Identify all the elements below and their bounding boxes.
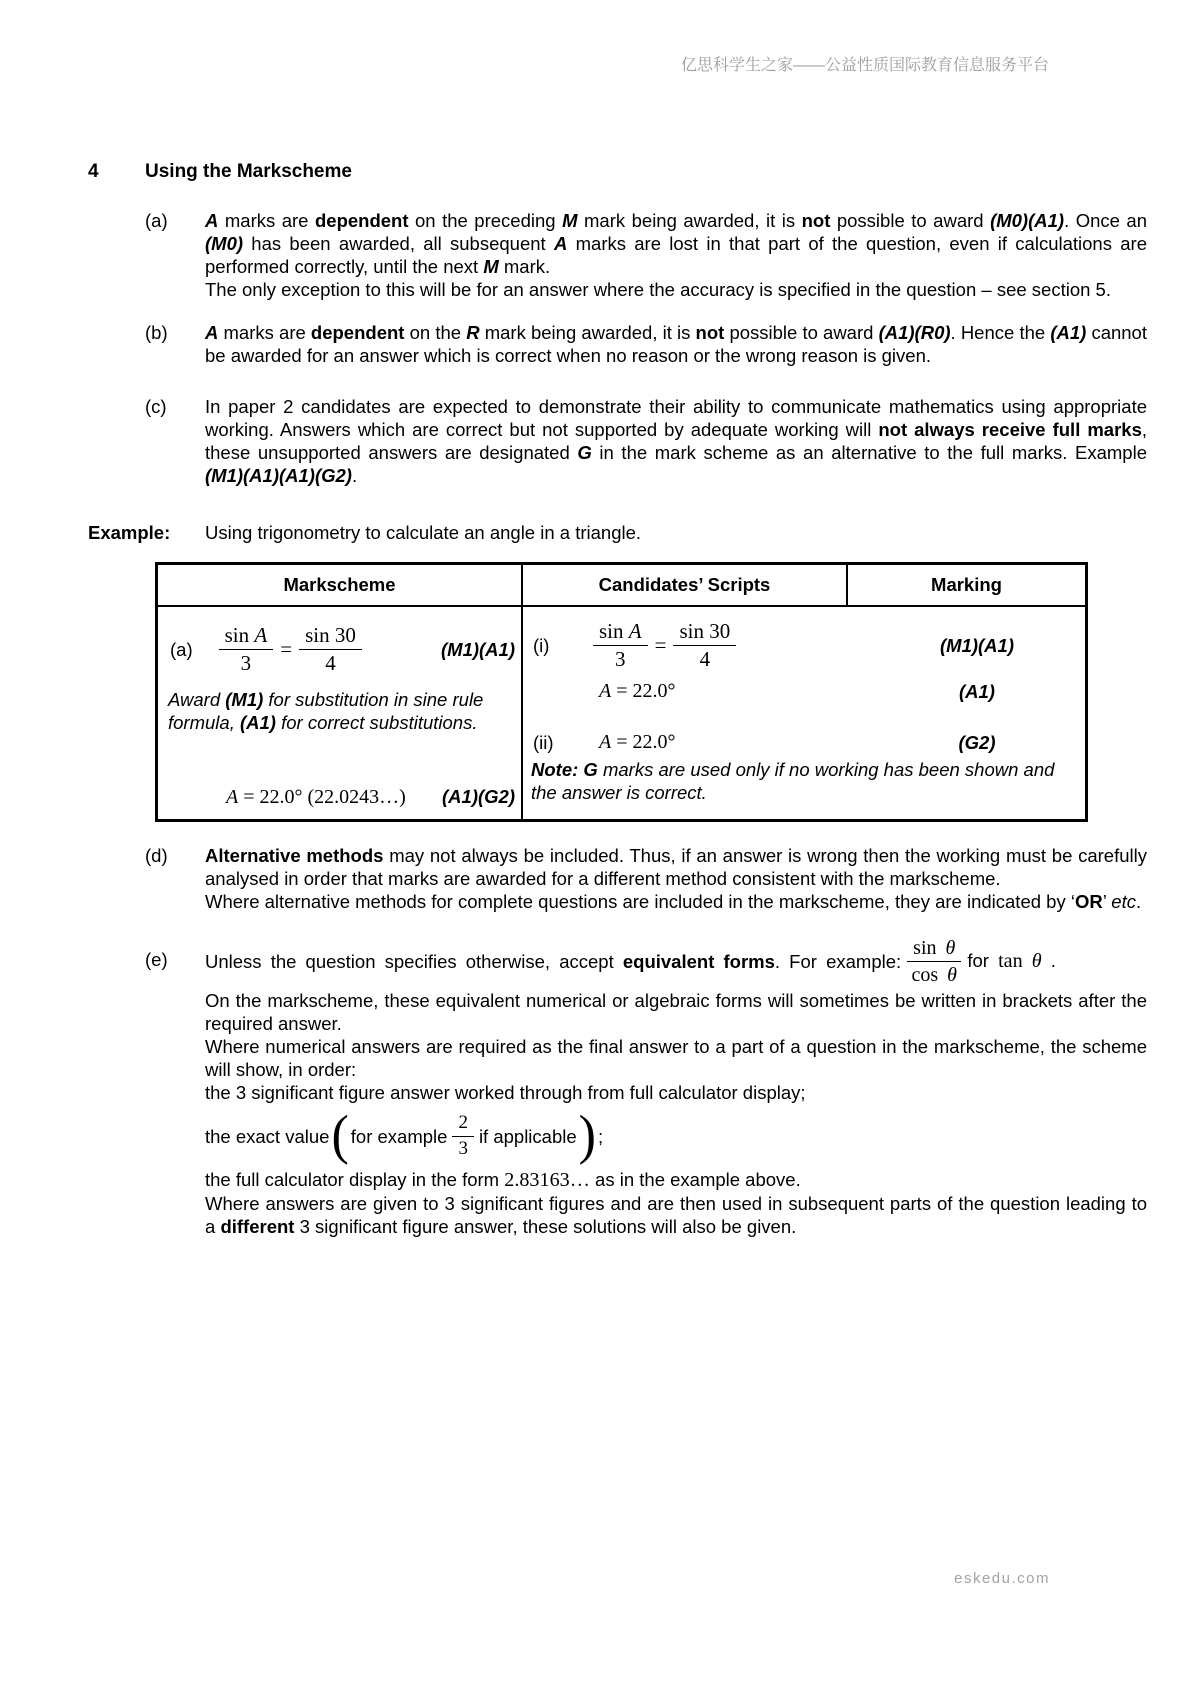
paragraph-e-3: Where numerical answers are required as the final answer to a part of a question in the markscheme, the scheme will show, in order: bbox=[205, 1036, 1147, 1080]
exact-value-post-text: ; bbox=[597, 1125, 604, 1147]
markscheme-part-label: (a) bbox=[170, 639, 193, 661]
exact-value-inner-text-2: if applicable bbox=[478, 1125, 577, 1147]
page-content bbox=[0, 160, 1191, 1238]
item-e-body bbox=[205, 933, 1147, 1238]
script-row-2 bbox=[531, 680, 1077, 703]
fraction-two-thirds: $\frac{2}{3}$ bbox=[452, 1112, 474, 1161]
item-d-label: (d) bbox=[145, 845, 168, 866]
footer-watermark: eskedu.com bbox=[954, 1570, 1050, 1587]
table-cell-markscheme bbox=[158, 607, 523, 819]
fraction-sin30-4: $\frac{\sin 30}{4}$ bbox=[299, 623, 362, 676]
item-e bbox=[145, 933, 1147, 1238]
item-b bbox=[145, 321, 1147, 367]
paragraph-d-2: Where alternative methods for complete questions are included in the markscheme, they are indicated by ‘OR’ etc. bbox=[205, 891, 1142, 912]
section-title: Using the Markscheme bbox=[145, 161, 352, 182]
header-watermark: 亿思科学生之家——公益性质国际教育信息服务平台 bbox=[680, 57, 1049, 74]
item-c bbox=[145, 395, 1147, 487]
markscheme-award-note: Award (M1) for substitution in sine rule formula, (A1) for correct substitutions. bbox=[168, 689, 484, 734]
script-row-3-value: A = 22.0° bbox=[599, 731, 676, 754]
fraction-sinA-3: $\frac{\text{sin A}}{3}$ bbox=[593, 619, 648, 672]
script-row-1 bbox=[531, 619, 1077, 672]
e-intro-text: Unless the question specifies otherwise, accept equivalent forms. For example: bbox=[205, 950, 902, 972]
close-parenthesis: ) bbox=[578, 1105, 596, 1166]
section-heading bbox=[88, 160, 1147, 183]
script-row-2-value: A = 22.0° bbox=[599, 680, 676, 703]
paragraph-b-1: A marks are dependent on the R mark being awarded, it is not possible to award (A1)(R0). Hence the (A1) cannot be awarded for an answer which is correct when no reason or the wrong reason is given. bbox=[205, 322, 1147, 366]
markscheme-table bbox=[155, 562, 1088, 822]
markscheme-answer-value: A = 22.0° (22.0243…) bbox=[226, 786, 406, 808]
e-after-fraction-text: for tan θ . bbox=[967, 950, 1056, 972]
equals-sign: = bbox=[654, 633, 667, 658]
paragraph-c-1: In paper 2 candidates are expected to demonstrate their ability to communicate mathematics using appropriate working. Answers which are correct but not supported by adequate working will not always receive full marks, these unsupported answers are designated G in the mark scheme as an alternative to the full marks. Example (M1)(A1)(A1)(G2). bbox=[205, 396, 1148, 486]
fraction-sin-theta-cos-theta: $\frac{\text{sin θ}}{\text{cos θ}}$ bbox=[907, 936, 961, 987]
item-b-body bbox=[205, 321, 1147, 367]
script-row-3-label: (ii) bbox=[533, 732, 554, 754]
sine-rule-equation bbox=[219, 623, 362, 676]
fraction-sin30-4: $\frac{\sin 30}{4}$ bbox=[673, 619, 736, 672]
equals-sign: = bbox=[280, 637, 293, 662]
table-header-markscheme: Markscheme bbox=[158, 565, 523, 605]
item-b-label: (b) bbox=[145, 322, 168, 343]
script-row-3 bbox=[531, 731, 1077, 754]
item-d bbox=[145, 844, 1147, 913]
item-a-label: (a) bbox=[145, 210, 168, 231]
paragraph-e-1 bbox=[205, 933, 1147, 989]
markscheme-answer-mark: (A1)(G2) bbox=[442, 786, 515, 807]
item-a bbox=[145, 209, 1147, 301]
item-a-body bbox=[205, 209, 1147, 301]
exact-value-pre-text: the exact value bbox=[205, 1125, 330, 1147]
section-number: 4 bbox=[88, 161, 99, 182]
table-body-row bbox=[158, 607, 1085, 819]
paragraph-e-2: On the markscheme, these equivalent numerical or algebraic forms will sometimes be written in brackets after the required answer. bbox=[205, 990, 1147, 1034]
script-row-1-label: (i) bbox=[533, 635, 550, 657]
item-e-label: (e) bbox=[145, 949, 168, 970]
exact-value-line bbox=[205, 1106, 1147, 1166]
script-row-3-mark: (G2) bbox=[958, 732, 996, 754]
item-d-body bbox=[205, 844, 1147, 913]
script-row-1-mark: (M1)(A1) bbox=[940, 635, 1014, 657]
paragraph-e-7: Where answers are given to 3 significant figures and are then used in subsequent parts of the question leading to a different 3 significant figure answer, these solutions will also be given. bbox=[205, 1193, 1147, 1237]
markscheme-equation-mark: (M1)(A1) bbox=[441, 639, 515, 661]
markscheme-answer-row bbox=[168, 785, 515, 809]
paragraph-d-1: Alternative methods may not always be included. Thus, if an answer is wrong then the working must be carefully analysed in order that marks are awarded for a different method consistent with the markscheme. bbox=[205, 845, 1147, 889]
paragraph-e-4: the 3 significant figure answer worked through from full calculator display; bbox=[205, 1082, 806, 1103]
table-header-candidates-scripts: Candidates’ Scripts bbox=[523, 565, 848, 605]
paragraph-a-2: The only exception to this will be for an answer where the accuracy is specified in the question – see section 5. bbox=[205, 279, 1111, 300]
markscheme-equation-row bbox=[168, 623, 515, 676]
item-c-label: (c) bbox=[145, 396, 167, 417]
example-text: Using trigonometry to calculate an angle in a triangle. bbox=[205, 522, 642, 543]
open-parenthesis: ( bbox=[331, 1105, 349, 1166]
table-cell-scripts-marking bbox=[523, 607, 1085, 819]
item-c-body bbox=[205, 395, 1147, 487]
exact-value-inner bbox=[351, 1112, 577, 1161]
script-sine-rule-equation bbox=[593, 619, 736, 672]
table-header-marking: Marking bbox=[931, 574, 1002, 595]
table-header-row bbox=[158, 565, 1085, 607]
scripts-g-marks-note: Note: G marks are used only if no working has been shown and the answer is correct. bbox=[531, 759, 1055, 804]
paragraph-e-6: the full calculator display in the form 2.83163… as in the example above. bbox=[205, 1169, 801, 1191]
exact-value-inner-text-1: for example bbox=[350, 1125, 448, 1147]
script-row-2-mark: (A1) bbox=[959, 681, 995, 703]
fraction-sinA-3: $\frac{\text{sin A}}{3}$ bbox=[219, 623, 274, 676]
example-row bbox=[88, 521, 1147, 544]
example-label: Example: bbox=[88, 522, 171, 543]
paragraph-a-1: A marks are dependent on the preceding M mark being awarded, it is not possible to award (M0)(A1). Once an (M0) has been awarded, all subsequent A marks are lost in that part of the question, even if calculations are performed correctly, until the next M mark. bbox=[205, 210, 1147, 277]
